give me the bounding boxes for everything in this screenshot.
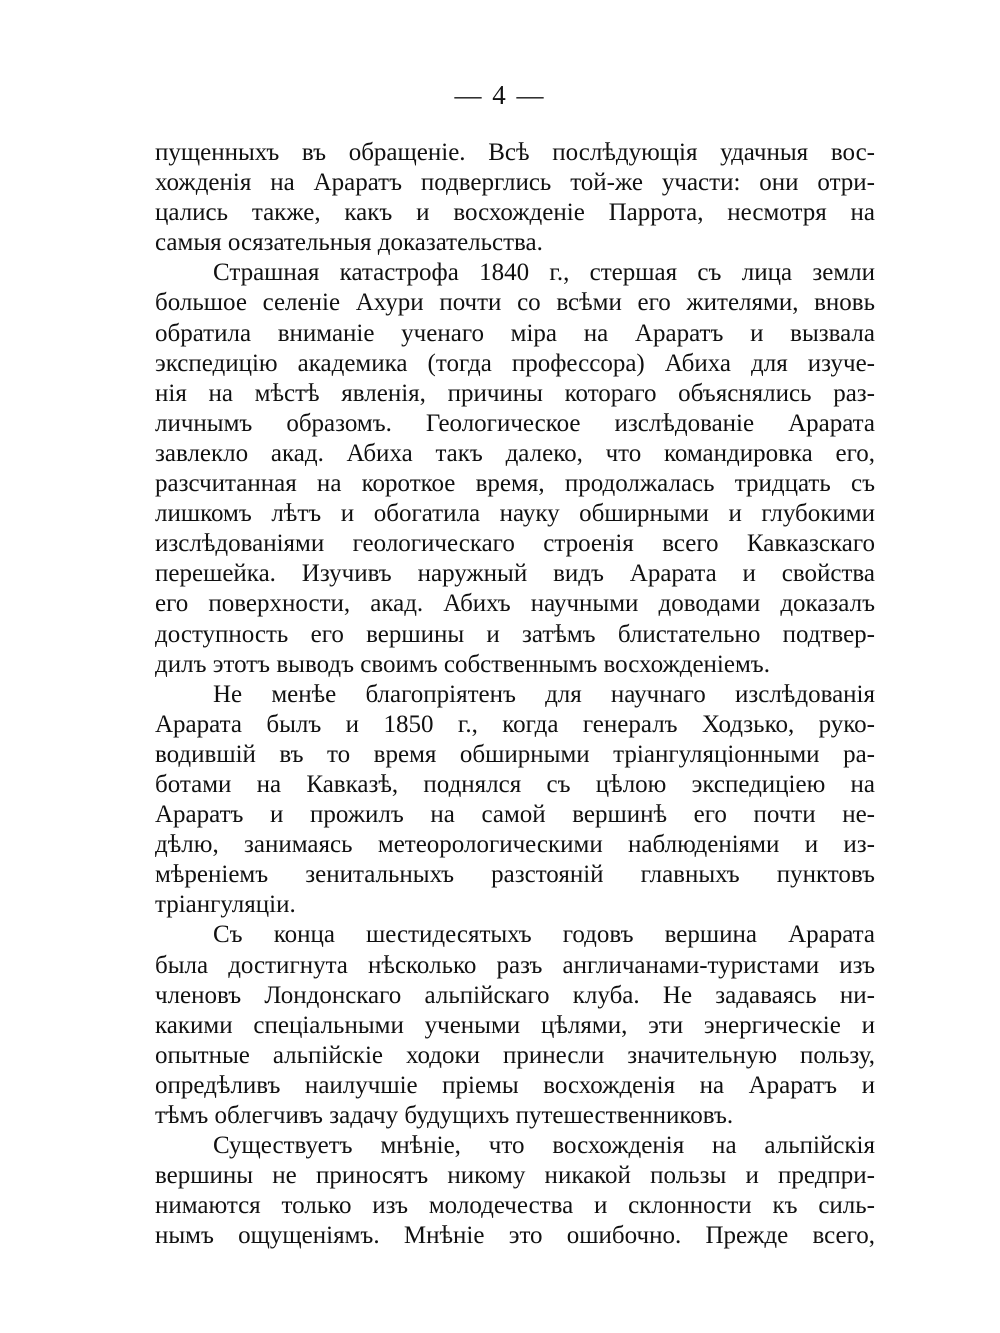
- text-line: самыя осязательныя доказательства.: [155, 229, 543, 257]
- text-line: пущенныхъ въ обращеніе. Всѣ послѣдующія удачныя вос-: [155, 139, 875, 166]
- text-line: членовъ Лондонскаго альпійскаго клуба. Не задаваясь ни-: [155, 981, 875, 1009]
- text-line: Не менѣе благопріятенъ для научнаго изслѣдованія: [213, 680, 875, 708]
- text-line: хожденія на Араратъ подверглись той-же участи: они отри-: [155, 169, 875, 197]
- page-number: — 4 —: [454, 80, 546, 110]
- text-line: лишкомъ лѣтъ и обогатила науку обширными и глубокими: [155, 500, 875, 528]
- text-line: обратила вниманіе ученаго міра на Араратъ и вызвала: [155, 319, 875, 347]
- text-line: опредѣливъ наилучшіе пріемы восхожденія на Араратъ и: [155, 1071, 875, 1099]
- text-line: мѣреніемъ зенитальныхъ разстояній главныхъ пунктовъ: [155, 861, 875, 889]
- text-line: тѣмъ облегчивъ задачу будущихъ путешественниковъ.: [155, 1102, 734, 1129]
- body-text: [155, 138, 875, 1251]
- text-line: изслѣдованіями геологическаго строенія всего Кавказскаго: [155, 530, 875, 558]
- text-line: тріангуляціи.: [155, 891, 296, 919]
- text-line: водившій въ то время обширными тріангуляціонными ра-: [155, 740, 875, 768]
- text-line: доступность его вершины и затѣмъ блистательно подтвер-: [155, 620, 875, 648]
- text-line: Страшная катастрофа 1840 г., стершая съ лица земли: [213, 259, 875, 287]
- text-line: цались также, какъ и восхожденіе Паррота, несмотря на: [155, 199, 875, 227]
- text-line: большое селеніе Ахури почти со всѣми его жителями, вновь: [155, 289, 875, 317]
- text-line: Существуетъ мнѣніе, что восхожденія на альпійскія: [213, 1132, 875, 1160]
- text-line: разсчитанная на короткое время, продолжалась тридцать съ: [155, 470, 875, 498]
- text-line: завлекло акад. Абиха такъ далеко, что командировка его,: [155, 439, 875, 467]
- text-line: его поверхности, акад. Абихъ научными доводами доказалъ: [155, 590, 875, 618]
- text-line: перешейка. Изучивъ наружный видъ Арарата и свойства: [155, 560, 875, 588]
- text-line: нія на мѣстѣ явленія, причины котораго объяснялись раз-: [155, 379, 875, 407]
- text-line: нимаются только изъ молодечества и склонности къ силь-: [155, 1192, 875, 1220]
- text-line: личнымъ образомъ. Геологическое изслѣдованіе Арарата: [155, 409, 875, 437]
- text-line: опытные альпійскіе ходоки принесли значительную пользу,: [155, 1041, 875, 1069]
- text-line: ботами на Кавказѣ, поднялся съ цѣлою экспедиціею на: [155, 770, 875, 798]
- text-line: экспедицію академика (тогда профессора) Абиха для изуче-: [155, 349, 875, 377]
- text-line: Съ конца шестидесятыхъ годовъ вершина Арарата: [213, 921, 875, 949]
- text-line: нымъ ощущеніямъ. Мнѣніе это ошибочно. Прежде всего,: [155, 1222, 875, 1250]
- text-line: Араратъ и прожилъ на самой вершинѣ его почти не-: [155, 801, 875, 829]
- text-line: Арарата былъ и 1850 г., когда генералъ Ходзько, руко-: [155, 710, 875, 738]
- text-line: какими спеціальными учеными цѣлями, эти энергическіе и: [155, 1011, 875, 1039]
- text-line: дѣлю, занимаясь метеорологическими наблюденіями и из-: [155, 831, 875, 859]
- text-line: вершины не приносятъ никому никакой пользы и предпри-: [155, 1162, 875, 1190]
- text-line: дилъ этотъ выводъ своимъ собственнымъ восхожденіемъ.: [155, 650, 770, 678]
- text-line: была достигнута нѣсколько разъ англичанами-туристами изъ: [155, 951, 875, 979]
